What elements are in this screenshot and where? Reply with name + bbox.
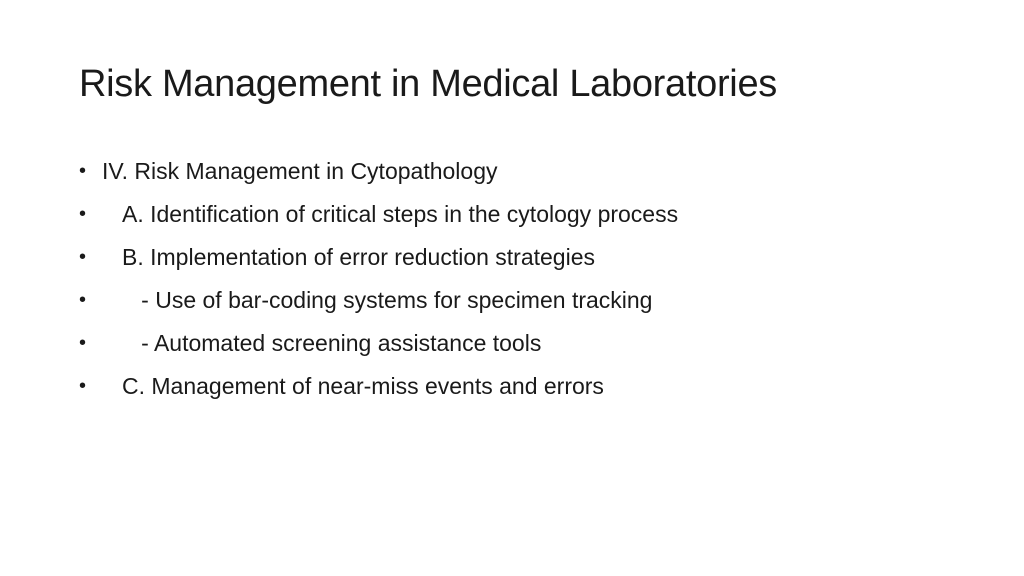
bullet-text: A. Identification of critical steps in the cytology process (122, 201, 679, 227)
bullet-text: C. Management of near-miss events and errors (122, 373, 604, 399)
bullet-text: - Automated screening assistance tools (122, 330, 542, 356)
bullet-icon: • (79, 375, 87, 397)
bullet-text: B. Implementation of error reduction strategies (122, 244, 596, 270)
bullet-icon: • (79, 246, 87, 268)
bullet-icon: • (79, 332, 87, 354)
slide-title: Risk Management in Medical Laboratories (79, 63, 777, 105)
bullet-icon: • (79, 160, 87, 182)
bullet-text: - Use of bar-coding systems for specimen tracking (122, 287, 653, 313)
bullet-text: IV. Risk Management in Cytopathology (102, 158, 498, 184)
bullet-icon: • (79, 203, 87, 225)
bullet-icon: • (79, 289, 87, 311)
